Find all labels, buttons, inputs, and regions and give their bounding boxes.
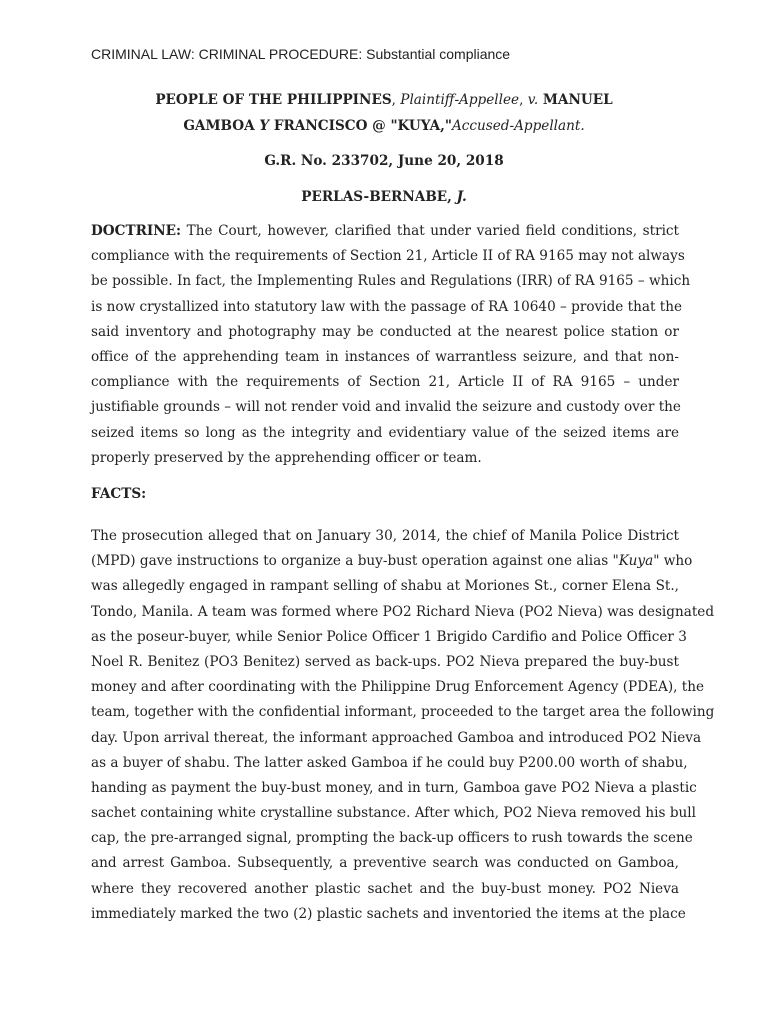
case-title-line-2 <box>0 114 768 139</box>
doctrine-label: DOCTRINE: <box>91 223 182 239</box>
facts-line: day. Upon arrival thereat, the informant approached Gamboa and introduced PO2 Nieva <box>91 729 702 746</box>
accused-name-part: Y <box>259 118 270 134</box>
facts-paragraph <box>91 524 715 927</box>
versus: v. <box>527 92 539 108</box>
accused-alias: FRANCISCO @ "KUYA," <box>269 118 452 134</box>
facts-line: Tondo, Manila. A team was formed where PO2 Richard Nieva (PO2 Nieva) was designated <box>91 603 715 620</box>
doctrine-line: DOCTRINE: The Court, however, clarified that under varied field conditions, strict <box>91 223 679 239</box>
separator: , <box>391 92 401 108</box>
facts-line: as the poseur-buyer, while Senior Police Officer 1 Brigido Cardifio and Police Officer 3 <box>91 628 687 645</box>
doctrine-line: justifiable grounds – will not render void and invalid the seizure and custody over the <box>91 399 681 416</box>
doctrine-line: is now crystallized into statutory law with the passage of RA 10640 – provide that the <box>91 298 683 315</box>
case-title-line-1 <box>0 88 768 113</box>
doctrine-line: compliance with the requirements of Section 21, Article II of RA 9165 may not always <box>91 248 685 265</box>
ponente-name: PERLAS-BERNABE, <box>301 189 457 205</box>
facts-line: and arrest Gamboa. Subsequently, a preventive search was conducted on Gamboa, <box>91 855 679 872</box>
ponente-title: J. <box>456 189 467 205</box>
facts-line: cap, the pre-arranged signal, prompting the back-up officers to rush towards the scene <box>91 830 693 847</box>
doctrine-paragraph <box>91 219 691 471</box>
doctrine-line: compliance with the requirements of Section 21, Article II of RA 9165 – under <box>91 374 679 391</box>
separator: , <box>519 92 528 108</box>
doctrine-line: seized items so long as the integrity and evidentiary value of the seized items are <box>91 424 679 441</box>
accused-first-name: MANUEL <box>538 92 613 108</box>
topic-heading: CRIMINAL LAW: CRIMINAL PROCEDURE: Substantial compliance <box>91 46 511 62</box>
facts-line: (MPD) gave instructions to organize a buy-bust operation against one alias "Kuya" who <box>91 553 693 570</box>
facts-heading: FACTS: <box>91 486 147 502</box>
alias-kuya: Kuya <box>618 553 654 570</box>
facts-line: money and after coordinating with the Philippine Drug Enforcement Agency (PDEA), the <box>91 679 705 696</box>
facts-line: sachet containing white crystalline substance. After which, PO2 Nieva removed his bull <box>91 805 696 822</box>
doctrine-line: properly preserved by the apprehending officer or team. <box>91 449 482 466</box>
doctrine-line: be possible. In fact, the Implementing Rules and Regulations (IRR) of RA 9165 – which <box>91 273 691 290</box>
facts-line: where they recovered another plastic sachet and the buy-bust money. PO2 Nieva <box>91 880 679 897</box>
facts-line: The prosecution alleged that on January 30, 2014, the chief of Manila Police District <box>91 528 679 544</box>
doctrine-line: said inventory and photography may be conducted at the nearest police station or <box>91 323 679 340</box>
facts-line: handing as payment the buy-bust money, and in turn, Gamboa gave PO2 Nieva a plastic <box>91 779 697 796</box>
accused-role: Accused-Appellant. <box>451 118 585 134</box>
gr-number: G.R. No. 233702, June 20, 2018 <box>264 153 504 169</box>
ponente <box>0 185 768 210</box>
accused-name-part: GAMBOA <box>183 118 260 134</box>
facts-line: team, together with the confidential informant, proceeded to the target area the following <box>91 704 715 721</box>
doctrine-line: office of the apprehending team in instances of warrantless seizure, and that non- <box>91 348 679 365</box>
plaintiff-name: PEOPLE OF THE PHILIPPINES <box>155 92 392 108</box>
facts-line: immediately marked the two (2) plastic sachets and inventoried the items at the place <box>91 905 686 922</box>
facts-line: Noel R. Benitez (PO3 Benitez) served as back-ups. PO2 Nieva prepared the buy-bust <box>91 653 679 670</box>
facts-line: was allegedly engaged in rampant selling of shabu at Moriones St., corner Elena St., <box>91 578 679 595</box>
facts-line: as a buyer of shabu. The latter asked Gamboa if he could buy P200.00 worth of shabu, <box>91 754 688 771</box>
plaintiff-role: Plaintiff-Appellee <box>400 92 520 108</box>
